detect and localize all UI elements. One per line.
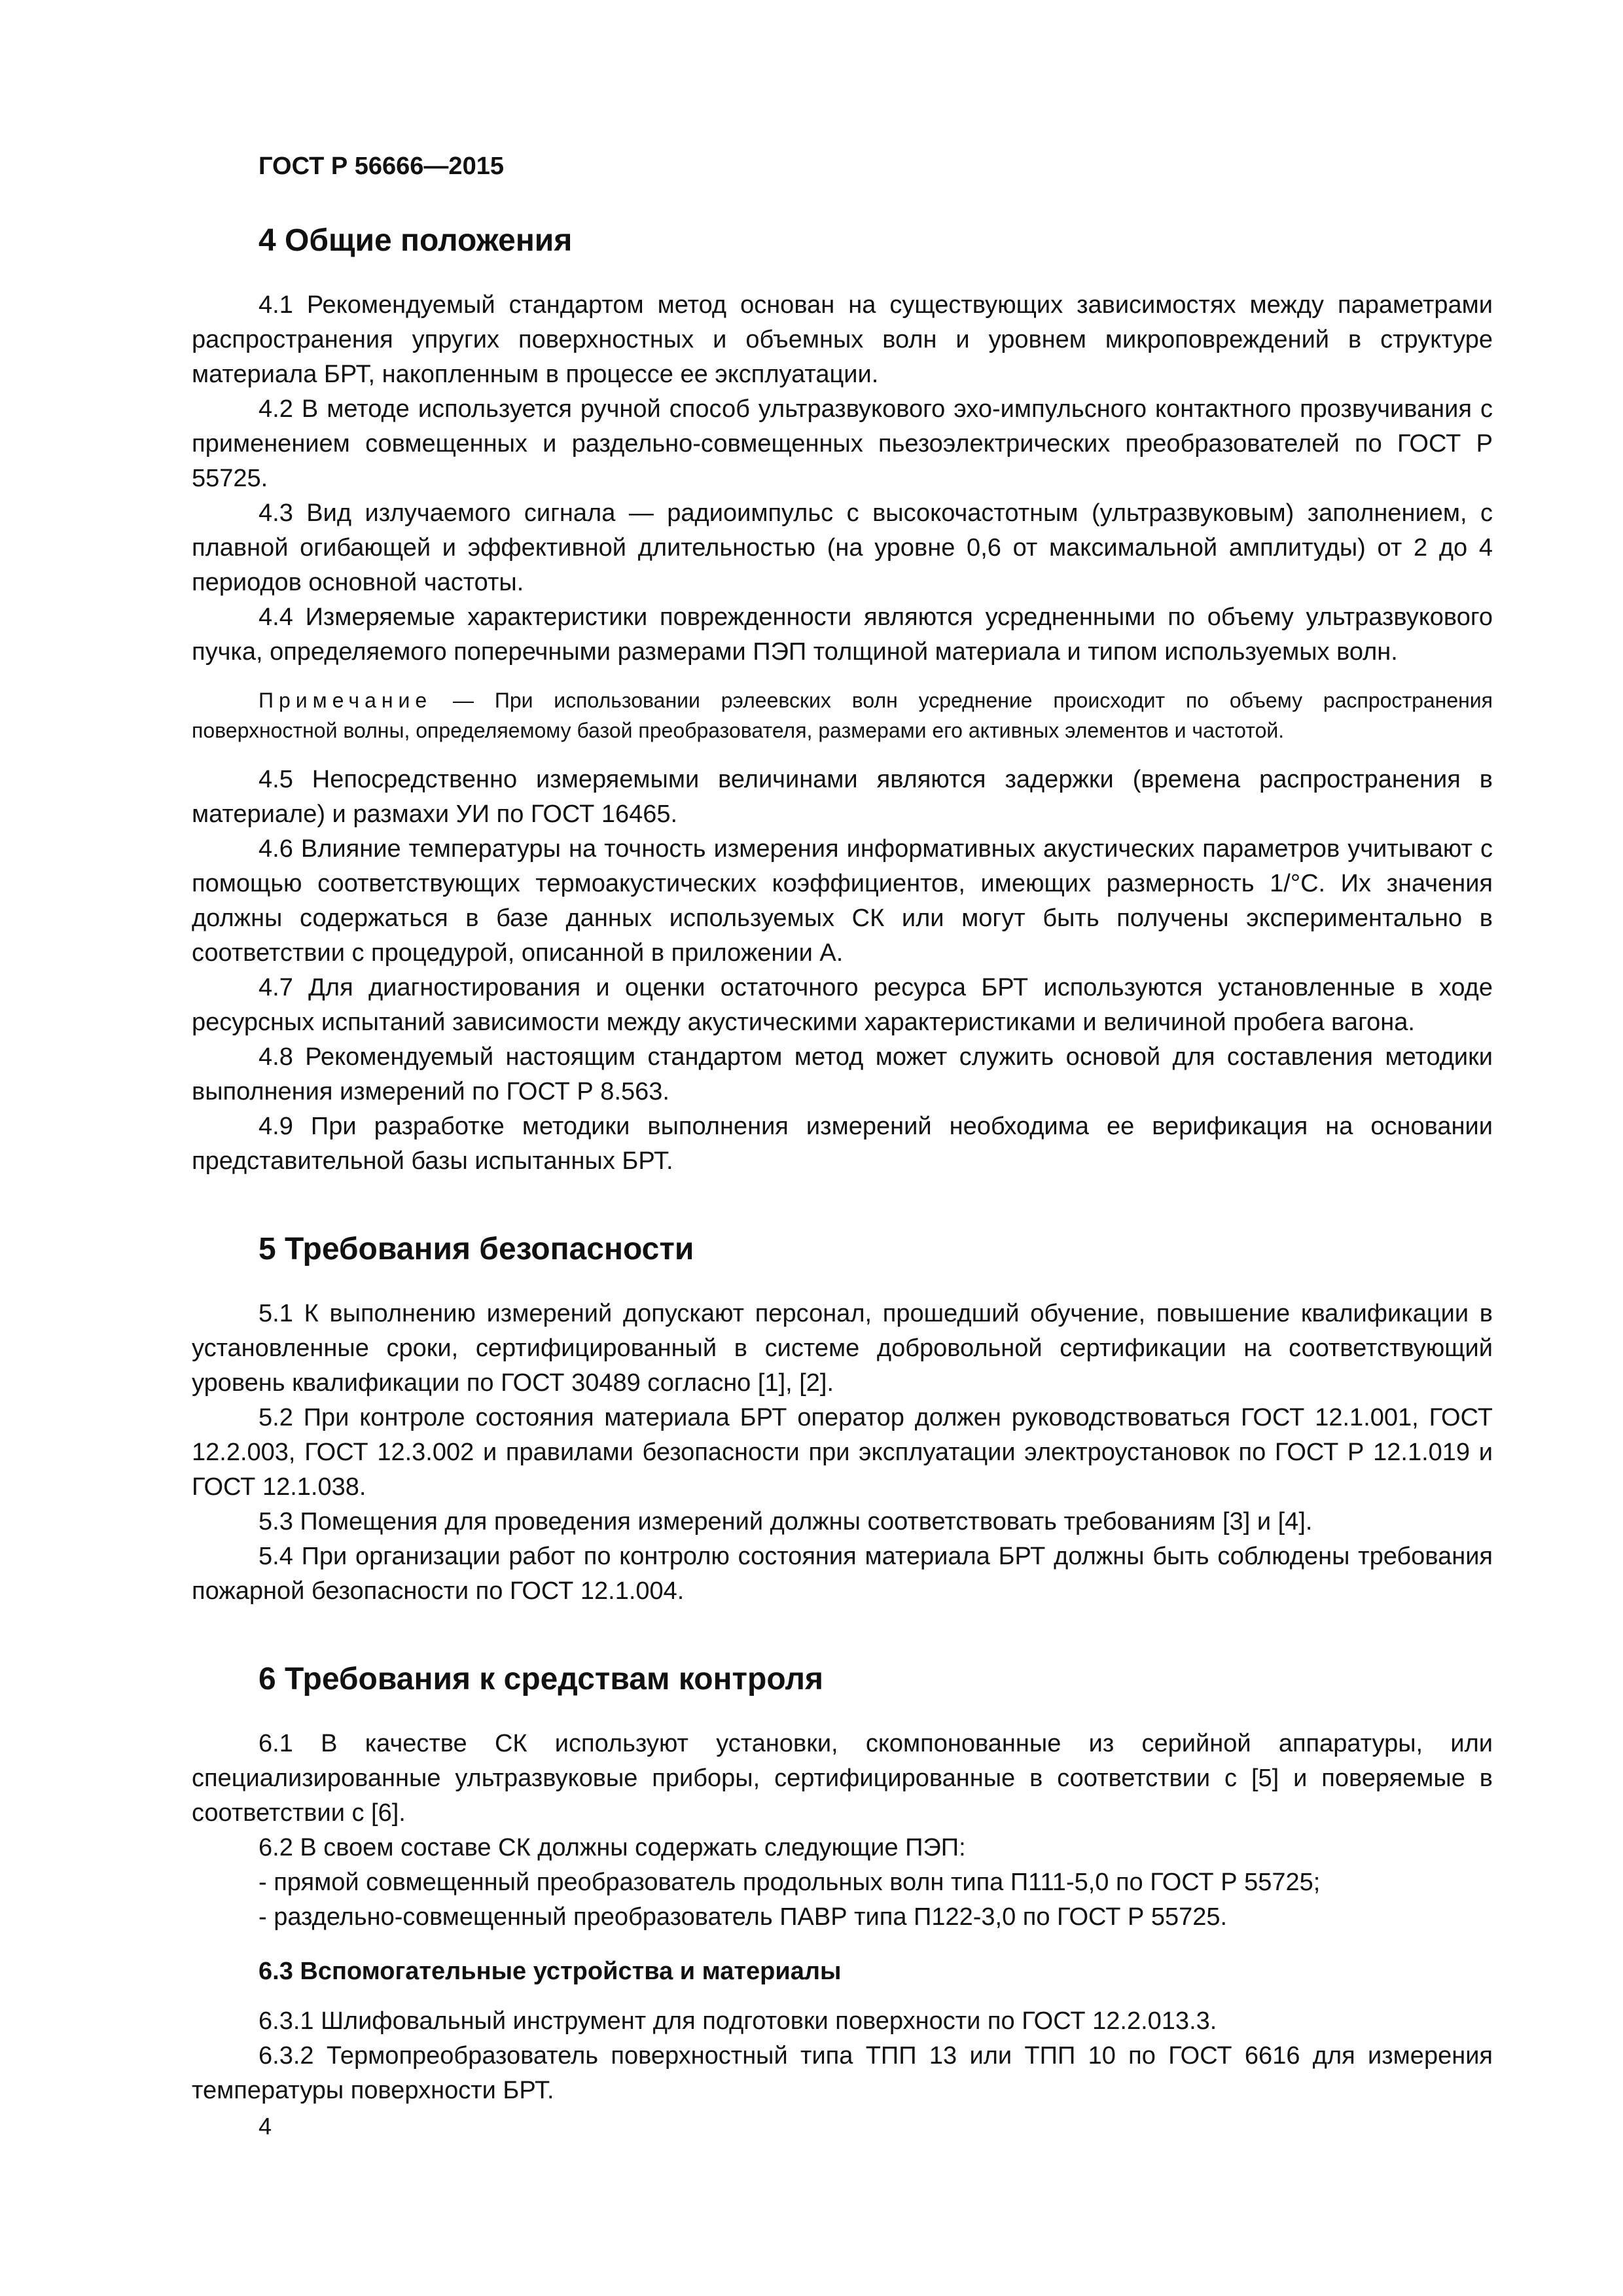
document-body xyxy=(192,221,1493,2108)
list-item: - раздельно-совмещенный преобразователь ПАВР типа П122-3,0 по ГОСТ Р 55725. xyxy=(259,1903,1228,1931)
list-item: - прямой совмещенный преобразователь продольных волн типа П111-5,0 по ГОСТ Р 55725; xyxy=(259,1869,1321,1896)
paragraph-5-4: 5.4 При организации работ по контролю состояния материала БРТ должны быть соблюдены требования пожарной безопасности по ГОСТ 12.1.004. xyxy=(192,1543,1493,1605)
paragraph-5-3: 5.3 Помещения для проведения измерений должны соответствовать требованиям [3] и [4]. xyxy=(259,1508,1313,1535)
paragraph-4-2: 4.2 В методе используется ручной способ ультразвукового эхо-импульсного контактного прозвучивания с применением совмещенных и раздельно-совмещенных пьезоэлектрических преобразователей по ГОСТ Р 55725. xyxy=(192,395,1493,492)
paragraph-4-6: 4.6 Влияние температуры на точность измерения информативных акустических параметров учитывают с помощью соответствующих термоакустических коэффициентов, имеющих размерность 1/°С. Их значения должны содержаться в базе данных используемых СК или могут быть получены экспериментально в соответствии с процедурой, описанной в приложении А. xyxy=(192,835,1493,967)
paragraph-4-5: 4.5 Непосредственно измеряемыми величинами являются задержки (времена распространения в материале) и размахи УИ по ГОСТ 16465. xyxy=(192,766,1493,828)
paragraph-4-8: 4.8 Рекомендуемый настоящим стандартом метод может служить основой для составления методики выполнения измерений по ГОСТ Р 8.563. xyxy=(192,1043,1493,1105)
paragraph-4-1: 4.1 Рекомендуемый стандартом метод основан на существующих зависимостях между параметрами распространения упругих поверхностных и объемных волн и уровнем микроповреждений в структуре материала БРТ, накопленным в процессе ее эксплуатации. xyxy=(192,291,1493,388)
document-code: ГОСТ Р 56666—2015 xyxy=(259,152,504,180)
note xyxy=(192,685,1493,745)
transducer-list xyxy=(192,1865,1493,1935)
subsection-6-3-title: 6.3 Вспомогательные устройства и материалы xyxy=(259,1958,842,1985)
paragraph-4-4: 4.4 Измеряемые характеристики поврежденности являются усредненными по объему ультразвукового пучка, определяемого поперечными размерами ПЭП толщиной материала и типом используемых волн. xyxy=(192,603,1493,666)
section-6-title: 6 Требования к средствам контроля xyxy=(259,1662,823,1696)
paragraph-5-2: 5.2 При контроле состояния материала БРТ оператор должен руководствоваться ГОСТ 12.1.001, ГОСТ 12.2.003, ГОСТ 12.3.002 и правилами безопасности при эксплуатации электроустановок по ГОСТ Р 12.1.019 и ГОСТ 12.1.038. xyxy=(192,1404,1493,1501)
paragraph-5-1: 5.1 К выполнению измерений допускают персонал, прошедший обучение, повышение квалификации в установленные сроки, сертифицированный в системе добровольной сертификации на соответствующий уровень квалификации по ГОСТ 30489 согласно [1], [2]. xyxy=(192,1300,1493,1397)
paragraph-4-3: 4.3 Вид излучаемого сигнала — радиоимпульс с высокочастотным (ультразвуковым) заполнением, с плавной огибающей и эффективной длительностью (на уровне 0,6 от максимальной амплитуды) от 2 до 4 периодов основной частоты. xyxy=(192,499,1493,596)
paragraph-4-7: 4.7 Для диагностирования и оценки остаточного ресурса БРТ используются установленные в ходе ресурсных испытаний зависимости между акустическими характеристиками и величиной пробега вагона. xyxy=(192,974,1493,1036)
note-text: — При использовании рэлеевских волн усреднение происходит по объему распространения поверхностной волны, определяемому базой преобразователя, размерами его активных элементов и частотой. xyxy=(192,689,1493,742)
paragraph-6-2: 6.2 В своем составе СК должны содержать следующие ПЭП: xyxy=(259,1834,966,1861)
section-4-title: 4 Общие положения xyxy=(259,223,573,258)
paragraph-4-9: 4.9 При разработке методики выполнения измерений необходима ее верификация на основании представительной базы испытанных БРТ. xyxy=(192,1113,1493,1175)
paragraph-6-3-1: 6.3.1 Шлифовальный инструмент для подготовки поверхности по ГОСТ 12.2.013.3. xyxy=(259,2007,1217,2035)
note-label: Примечание xyxy=(259,689,433,712)
page-number: 4 xyxy=(259,2113,272,2140)
paragraph-6-1: 6.1 В качестве СК используют установки, скомпонованные из серийной аппаратуры, или специализированные ультразвуковые приборы, сертифицированные в соответствии с [5] и поверяемые в соответствии с [6]. xyxy=(192,1730,1493,1827)
paragraph-6-3-2: 6.3.2 Термопреобразователь поверхностный типа ТПП 13 или ТПП 10 по ГОСТ 6616 для измерения температуры поверхности БРТ. xyxy=(192,2042,1493,2104)
section-5-title: 5 Требования безопасности xyxy=(259,1232,694,1266)
